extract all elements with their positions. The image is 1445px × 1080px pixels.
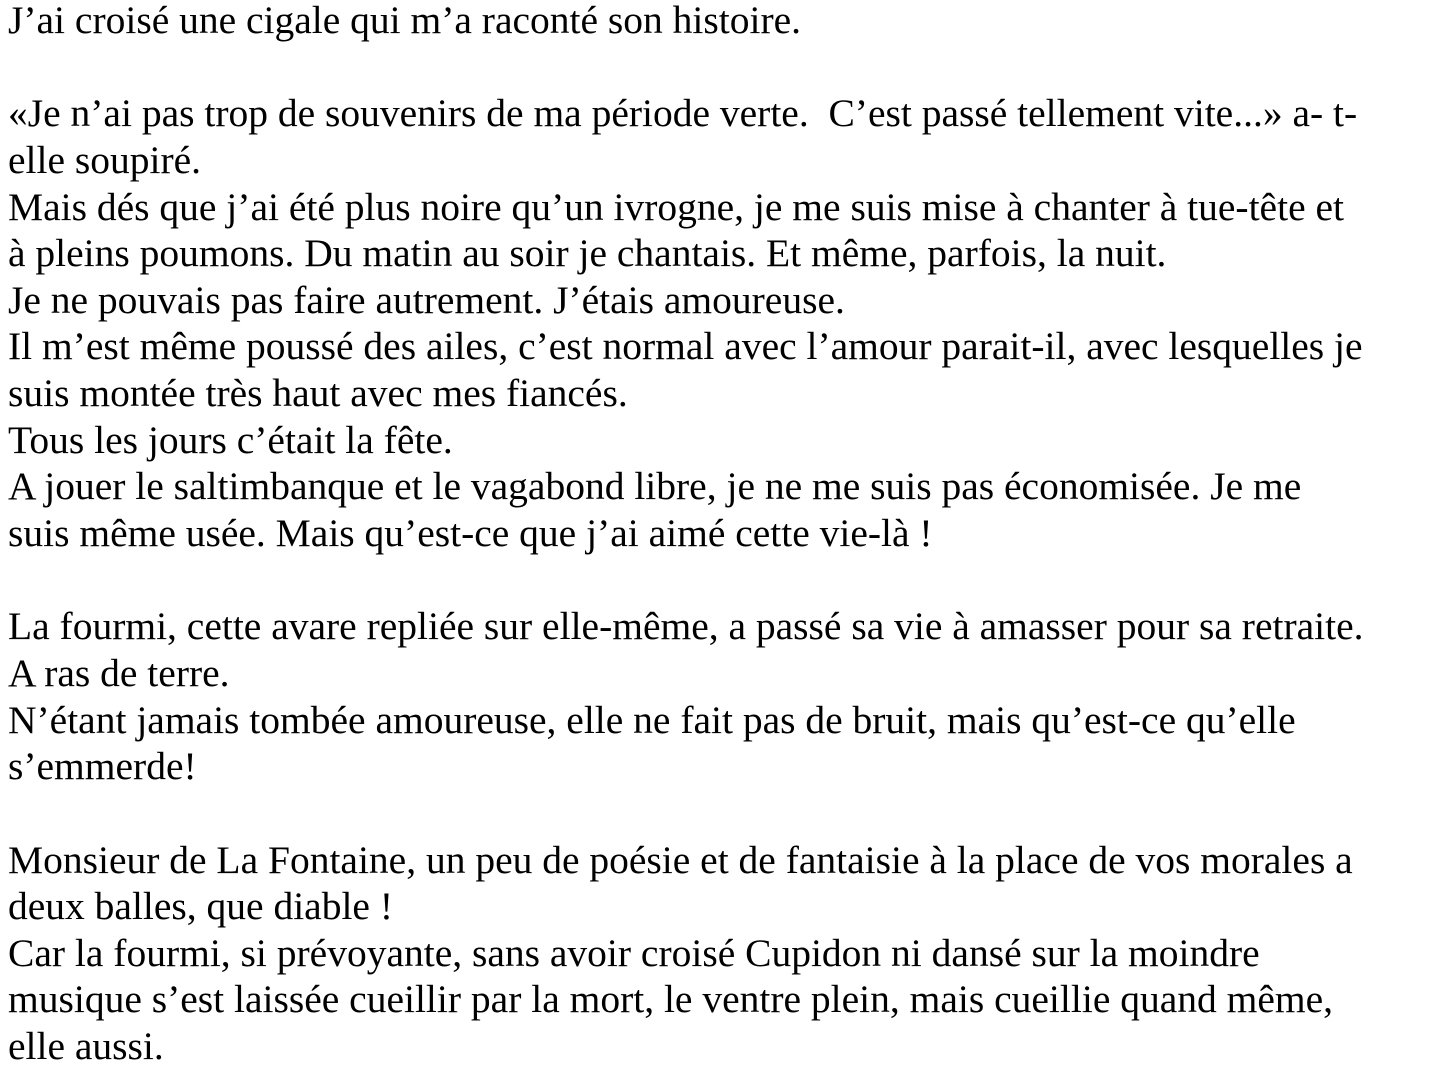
document-body [8,0,1364,1070]
text-line: Mais dés que j’ai été plus noire qu’un ivrogne, je me suis mise à chanter à tue-tête et [8,184,1344,229]
text-line: J’ai croisé une cigale qui m’a raconté son histoire. [8,0,802,42]
text-line: deux balles, que diable ! [8,884,393,929]
text-line: Car la fourmi, si prévoyante, sans avoir croisé Cupidon ni dansé sur la moindre [8,930,1260,975]
blank-line [8,790,1364,837]
text-line: N’étant jamais tombée amoureuse, elle ne fait pas de bruit, mais qu’est-ce qu’elle [8,697,1296,742]
text-line: suis montée très haut avec mes fiancés. [8,371,628,416]
blank-line [8,557,1364,604]
text-line: A ras de terre. [8,650,230,695]
text-line: elle soupiré. [8,137,202,182]
blank-line [8,44,1364,91]
text-line: A jouer le saltimbanque et le vagabond libre, je ne me suis pas économisée. Je me [8,464,1302,509]
text-line: Il m’est même poussé des ailes, c’est normal avec l’amour parait-il, avec lesquelles je [8,324,1363,369]
text-line: La fourmi, cette avare repliée sur elle-même, a passé sa vie à amasser pour sa retraite. [8,604,1364,649]
text-line: Tous les jours c’était la fête. [8,417,453,462]
text-line: Je ne pouvais pas faire autrement. J’étais amoureuse. [8,277,845,322]
text-line: elle aussi. [8,1024,164,1069]
text-line: suis même usée. Mais qu’est-ce que j’ai aimé cette vie-là ! [8,511,933,556]
text-line: Monsieur de La Fontaine, un peu de poésie et de fantaisie à la place de vos morales a [8,837,1353,882]
text-line: musique s’est laissée cueillir par la mort, le ventre plein, mais cueillie quand même, [8,977,1334,1022]
text-line: s’emmerde! [8,744,197,789]
text-line: «Je n’ai pas trop de souvenirs de ma période verte. C’est passé tellement vite...» a- t- [8,91,1358,136]
text-line: à pleins poumons. Du matin au soir je chantais. Et même, parfois, la nuit. [8,231,1167,276]
